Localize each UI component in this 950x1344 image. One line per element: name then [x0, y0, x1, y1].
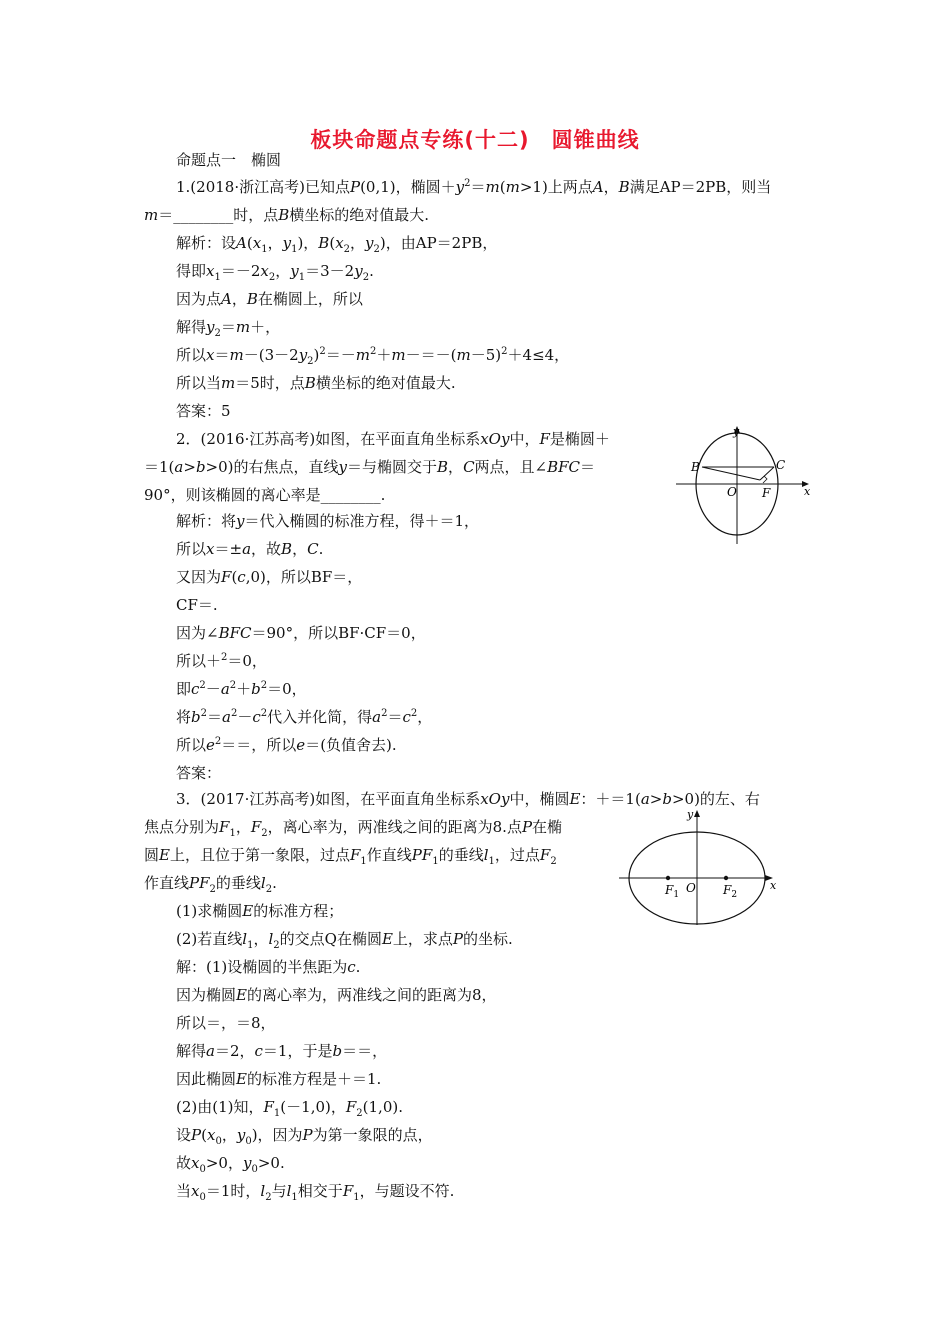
p3-line-14: 故$x_0>0$，$y_0>0$. [176, 1154, 285, 1175]
fig3-o-label: O [686, 881, 696, 895]
p2-line-9: 所以＋$^2$＝0， [176, 652, 267, 670]
focus-f1-point [666, 876, 670, 880]
p1-line-5: 因为点A，B在椭圆上，所以 [176, 290, 363, 308]
focus-f2-point [724, 876, 728, 880]
p1-line-4: 得即$x_1=-2x_2$，$y_1=3-2y_2$. [176, 262, 374, 283]
fig3-f2-label: $F_2$ [723, 883, 738, 900]
p1-line-2: m＝________时，点B横坐标的绝对值最大. [144, 206, 430, 224]
p3-line-12: (2)由(1)知，$F_1(-1,0)$，$F_2(1,0)$. [176, 1098, 403, 1119]
p2-line-6: 又因为F(c,0)，所以BF＝， [176, 568, 363, 586]
p3-line-3: 圆E上，且位于第一象限，过点$F_1$作直线$PF_1$的垂线$l_1$，过点$F_2$ [144, 846, 557, 867]
page-title: 板块命题点专练(十二) 圆锥曲线 [310, 128, 640, 152]
fig2-y-label: y [733, 425, 740, 438]
p1-line-1: 1.(2018·浙江高考)已知点P(0,1)，椭圆$+y^2=m(m>1)$上两点A，B满足AP＝2PB，则当 [176, 178, 772, 196]
y-axis-arrow [694, 810, 700, 817]
p3-line-6: (2)若直线$l_1$，$l_2$的交点Q在椭圆E上，求点P的坐标. [176, 930, 513, 951]
p2-line-3: 90°，则该椭圆的离心率是________. [144, 486, 386, 504]
p1-line-6: 解得$y_2=m+$， [176, 318, 281, 339]
ellipse-figure-2 [676, 420, 816, 550]
p3-line-4: 作直线$PF_2$的垂线$l_2$. [144, 874, 277, 895]
fig2-o-label: O [727, 485, 737, 499]
p1-line-3: 解析：设$A(x_1$，$y_1$)，$B(x_2$，$y_2$)，由AP＝2PB， [176, 234, 498, 255]
p2-line-2: ＝1(a>b>0)的右焦点，直线y＝与椭圆交于B，C两点，且∠BFC＝ [144, 458, 596, 476]
p3-line-5: (1)求椭圆E的标准方程； [176, 902, 344, 920]
p2-line-5: 所以x＝±a，故B，C. [176, 540, 324, 558]
section-heading: 命题点一 椭圆 [176, 151, 282, 169]
fig3-f1-label: $F_1$ [665, 883, 680, 900]
p3-line-7: 解：(1)设椭圆的半焦距为c. [176, 958, 361, 976]
p3-line-10: 解得a＝2，c＝1，于是b＝＝， [176, 1042, 388, 1060]
p2-line-10: 即$c^2-a^2+b^2=0$， [176, 680, 307, 698]
p3-line-9: 所以＝，＝8， [176, 1014, 276, 1032]
p3-line-8: 因为椭圆E的离心率为，两准线之间的距离为8， [176, 986, 497, 1004]
segment-bf [702, 467, 760, 480]
p3-line-15: 当$x_0=1$时，$l_2$与$l_1$相交于$F_1$，与题设不符. [176, 1182, 455, 1203]
p1-line-8: 所以当m＝5时，点B横坐标的绝对值最大. [176, 374, 456, 392]
p2-line-12: 所以$e^2==$，所以e＝(负值舍去). [176, 736, 397, 754]
p3-line-13: 设$P(x_0$，$y_0$)，因为P为第一象限的点， [176, 1126, 433, 1147]
p2-line-11: 将$b^2=a^2-c^2$代入并化简，得$a^2=c^2$， [176, 708, 433, 726]
p2-line-4: 解析：将y＝代入椭圆的标准方程，得＋＝1， [176, 512, 480, 530]
fig2-b-label: B [691, 460, 700, 474]
p1-answer: 答案：5 [176, 402, 231, 420]
segment-cf [760, 467, 774, 480]
fig2-c-label: C [776, 458, 786, 472]
p2-answer: 答案： [176, 764, 222, 782]
p3-line-11: 因此椭圆E的标准方程是＋＝1. [176, 1070, 382, 1088]
p2-line-7: CF＝. [176, 596, 218, 614]
ellipse-figure-3 [617, 802, 787, 927]
fig2-x-label: x [804, 485, 811, 498]
fig3-x-label: x [770, 879, 777, 892]
p2-line-1: 2．(2016·江苏高考)如图，在平面直角坐标系xOy中，F是椭圆＋ [176, 430, 610, 448]
p1-line-7: 所以$x=m-(3-2y_2)^2=-m^2+m-=-(m-5)^2+4\le 4$， [176, 346, 570, 367]
fig2-f-label: F [762, 486, 771, 500]
fig3-y-label: y [687, 808, 694, 821]
p3-line-1: 3．(2017·江苏高考)如图，在平面直角坐标系xOy中，椭圆E：＋＝1(a>b>0)的左、右 [176, 790, 760, 808]
p3-line-2: 焦点分别为$F_1$，$F_2$，离心率为，两准线之间的距离为8.点P在椭 [144, 818, 563, 839]
p2-line-8: 因为∠BFC＝90°，所以BF·CF＝0， [176, 624, 426, 642]
